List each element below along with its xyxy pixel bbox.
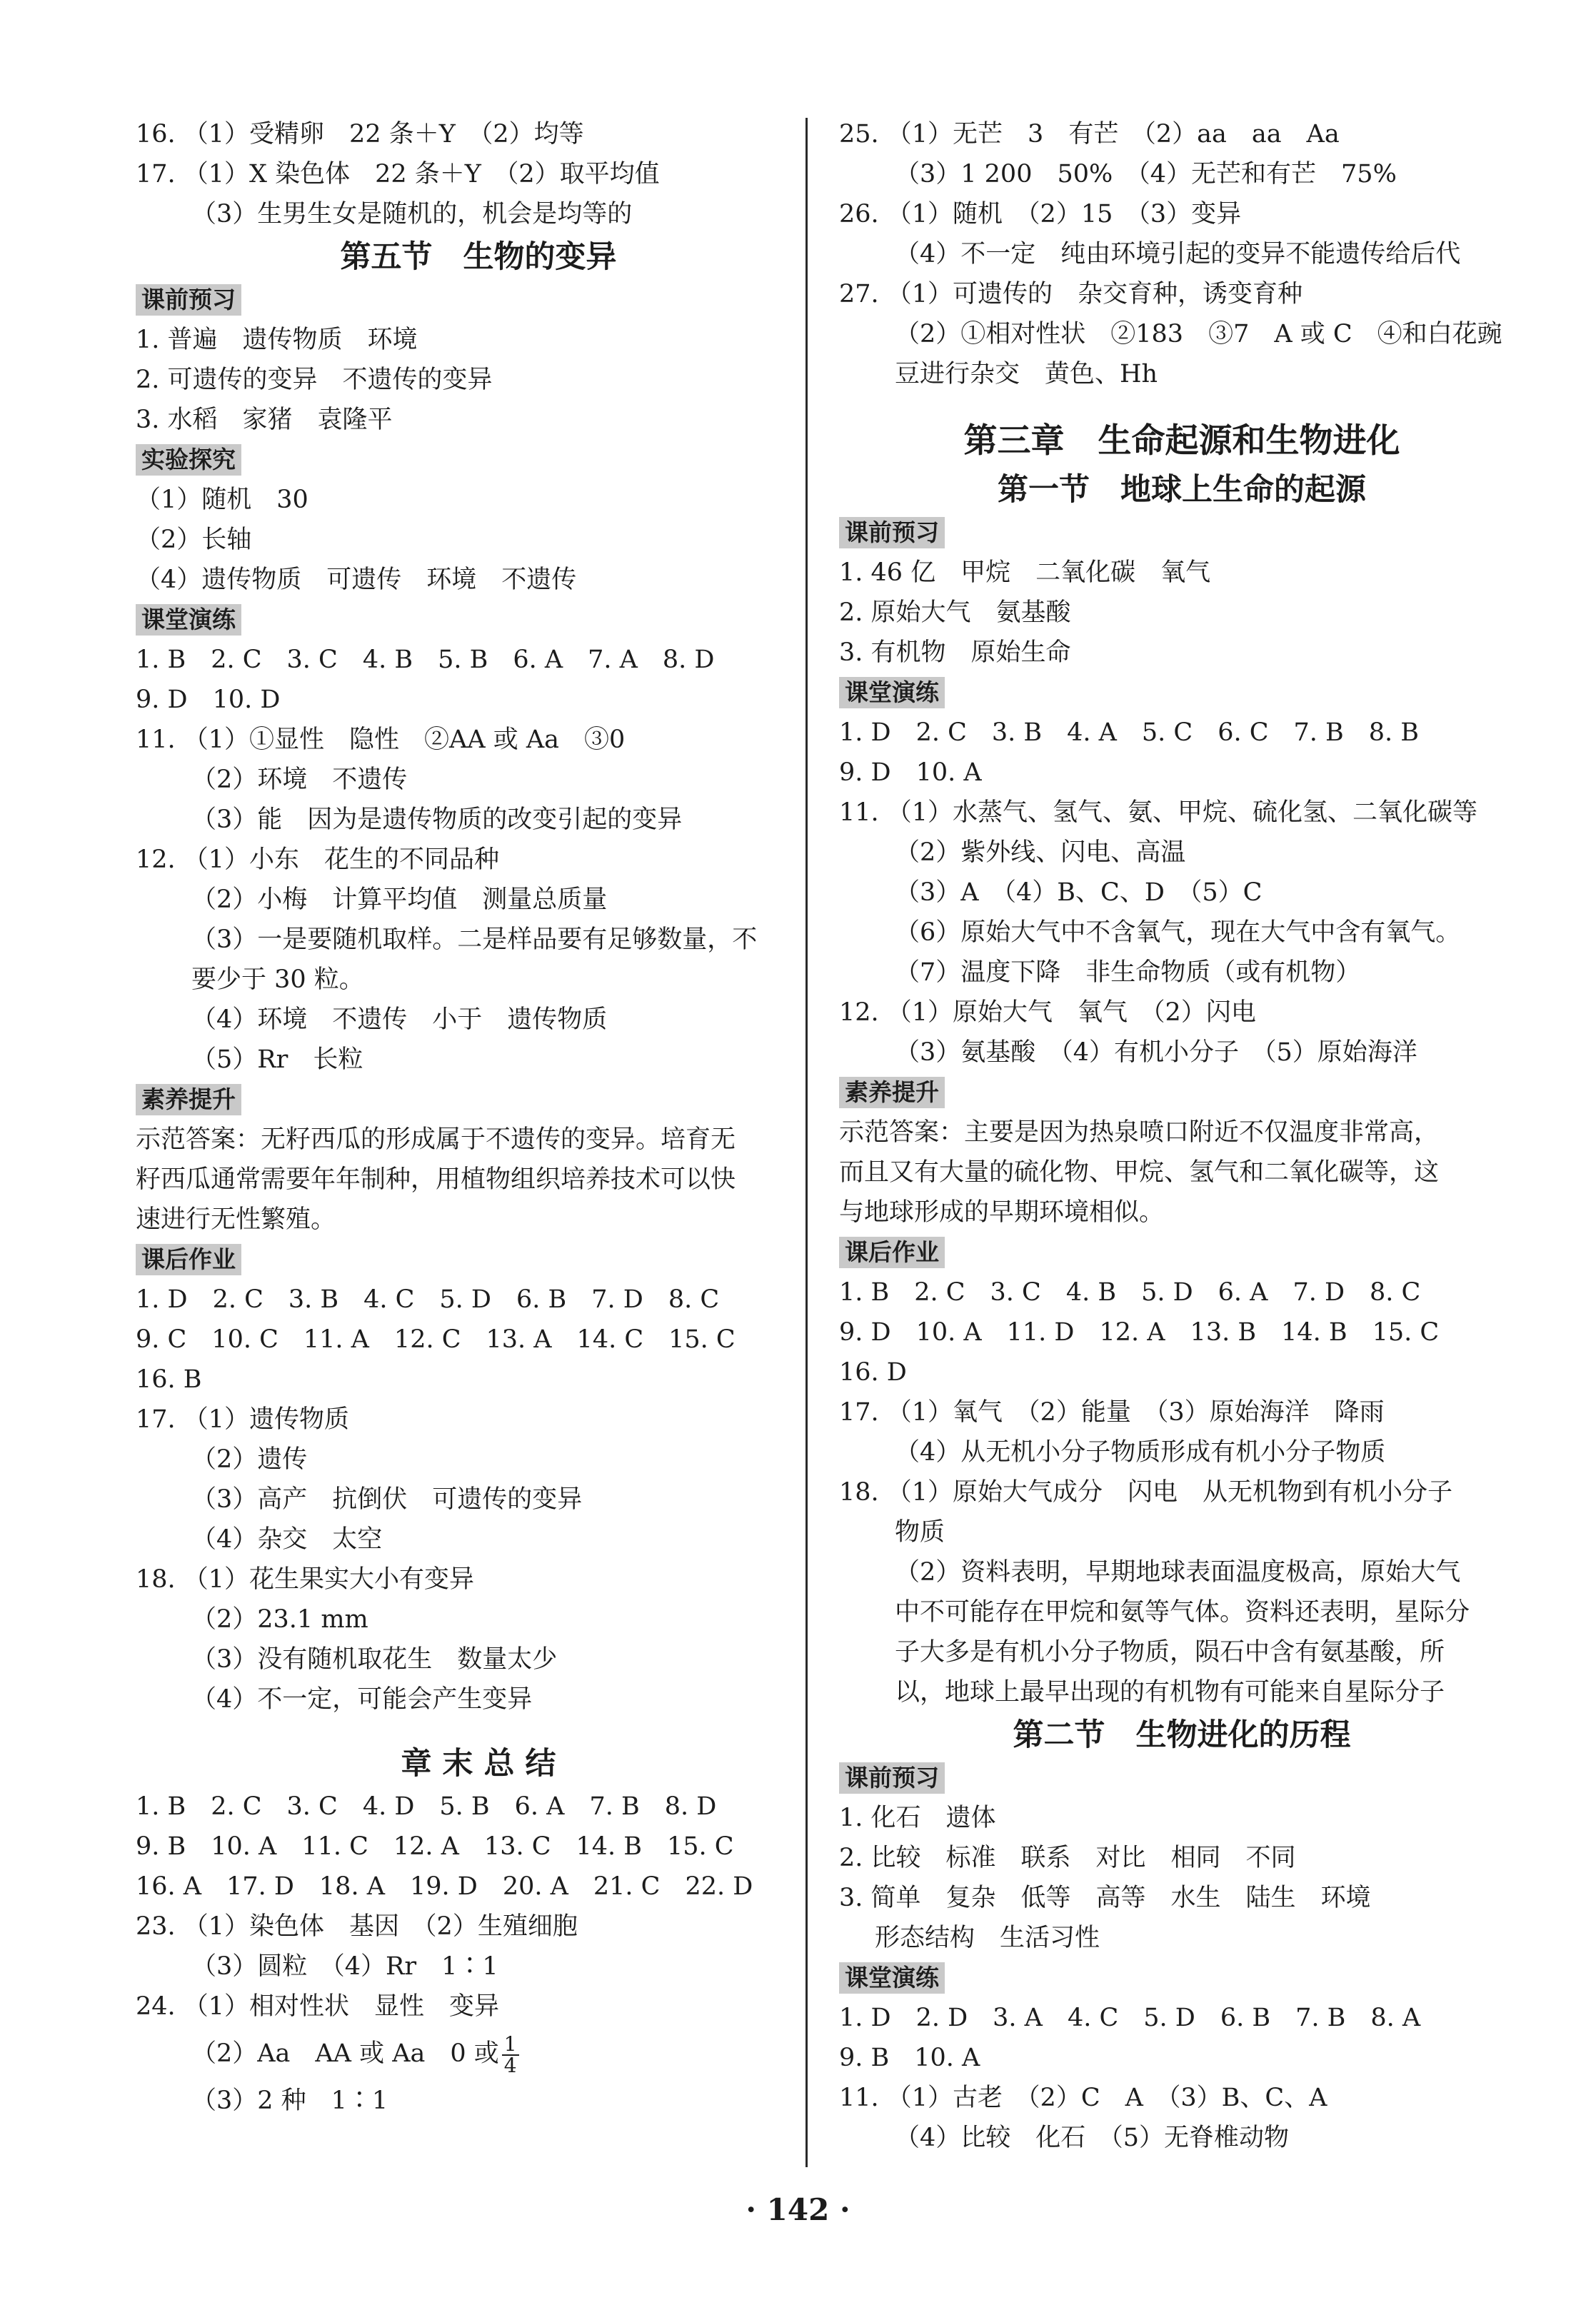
answer-line: （4）环境 不遗传 小于 遗传物质 bbox=[191, 1005, 608, 1034]
right-column bbox=[839, 114, 1525, 2158]
answer-line: 9. C 10. C 11. A 12. C 13. A 14. C 15. C bbox=[136, 1325, 736, 1354]
chapter-summary-title: 章 末 总 结 bbox=[401, 1746, 556, 1782]
tag-classwork: 课堂演练 bbox=[839, 677, 945, 708]
answer-line: 2. 可遗传的变异 不遗传的变异 bbox=[136, 366, 493, 394]
answer-line: （3）没有随机取花生 数量太少 bbox=[191, 1645, 558, 1674]
answer-line: （2）环境 不遗传 bbox=[191, 765, 408, 794]
answer-line: 9. D 10. D bbox=[136, 686, 281, 714]
tag-preview: 课前预习 bbox=[839, 1762, 945, 1794]
answer-line: 17. （1）遗传物质 bbox=[136, 1405, 350, 1434]
answer-line: 23. （1）染色体 基因 （2）生殖细胞 bbox=[136, 1912, 578, 1941]
answer-line: 16. A 17. D 18. A 19. D 20. A 21. C 22. D bbox=[136, 1872, 753, 1901]
tag-preview: 课前预习 bbox=[839, 517, 945, 548]
tag-literacy: 素养提升 bbox=[136, 1084, 241, 1115]
section-title-1: 第一节 地球上生命的起源 bbox=[998, 472, 1366, 508]
answer-line: 9. B 10. A 11. C 12. A 13. C 14. B 15. C bbox=[136, 1832, 734, 1861]
answer-line: （3）生男生女是随机的，机会是均等的 bbox=[191, 200, 633, 229]
answer-line: （4）不一定 纯由环境引起的变异不能遗传给后代 bbox=[895, 240, 1461, 268]
answer-line: 16. D bbox=[839, 1358, 907, 1387]
answer-line: 中不可能存在甲烷和氨等气体。资料还表明，星际分 bbox=[895, 1598, 1470, 1627]
answer-line: （2）长轴 bbox=[136, 526, 252, 554]
answer-line: 17. （1）氧气 （2）能量 （3）原始海洋 降雨 bbox=[839, 1398, 1385, 1427]
answer-line: （7）温度下降 非生命物质（或有机物） bbox=[895, 958, 1361, 987]
answer-line: 11. （1）①显性 隐性 ②AA 或 Aa ③0 bbox=[136, 725, 626, 754]
fraction-denominator: 4 bbox=[503, 2053, 517, 2077]
answer-line: 25. （1）无芒 3 有芒 （2）aa aa Aa bbox=[839, 120, 1340, 149]
answer-line: 1. 普遍 遗传物质 环境 bbox=[136, 326, 418, 354]
answer-line: 3. 简单 复杂 低等 高等 水生 陆生 环境 bbox=[839, 1884, 1371, 1912]
left-column bbox=[136, 114, 821, 2121]
section-title-5: 第五节 生物的变异 bbox=[340, 239, 617, 275]
answer-line: 1. D 2. C 3. B 4. A 5. C 6. C 7. B 8. B bbox=[839, 718, 1419, 747]
answer-line: （4）不一定，可能会产生变异 bbox=[191, 1685, 533, 1714]
answer-line: 9. D 10. A 11. D 12. A 13. B 14. B 15. C bbox=[839, 1318, 1440, 1347]
answer-line: 示范答案：无籽西瓜的形成属于不遗传的变异。培育无 bbox=[136, 1125, 736, 1154]
tag-literacy: 素养提升 bbox=[839, 1077, 945, 1108]
answer-line: （1）随机 30 bbox=[136, 486, 308, 514]
answer-line: 而且又有大量的硫化物、甲烷、氢气和二氧化碳等，这 bbox=[839, 1158, 1440, 1187]
tag-classwork: 课堂演练 bbox=[136, 604, 241, 636]
answer-line: 物质 bbox=[895, 1518, 945, 1547]
answer-line: 12. （1）小东 花生的不同品种 bbox=[136, 845, 500, 874]
answer-line: （2）资料表明，早期地球表面温度极高，原始大气 bbox=[895, 1558, 1461, 1587]
answer-line: （3）A （4）B、C、D （5）C bbox=[895, 878, 1263, 907]
answer-line: 1. B 2. C 3. C 4. B 5. B 6. A 7. A 8. D bbox=[136, 646, 715, 674]
answer-line: （6）原始大气中不含氧气，现在大气中含有氧气。 bbox=[895, 918, 1461, 947]
answer-line: （4）遗传物质 可遗传 环境 不遗传 bbox=[136, 566, 577, 594]
answer-line: 12. （1）原始大气 氧气 （2）闪电 bbox=[839, 998, 1256, 1027]
answer-line: （3）能 因为是遗传物质的改变引起的变异 bbox=[191, 805, 683, 834]
answer-line: （3）一是要随机取样。二是样品要有足够数量，不 bbox=[191, 925, 758, 954]
answer-line: 3. 水稻 家猪 袁隆平 bbox=[136, 406, 393, 434]
answer-line: 2. 比较 标准 联系 对比 相同 不同 bbox=[839, 1844, 1296, 1872]
answer-line: 子大多是有机小分子物质，陨石中含有氨基酸，所 bbox=[895, 1638, 1445, 1667]
answer-line: （4）比较 化石 （5）无脊椎动物 bbox=[895, 2124, 1290, 2152]
answer-line: 1. B 2. C 3. C 4. B 5. D 6. A 7. D 8. C bbox=[839, 1278, 1421, 1307]
answer-line: 24. （1）相对性状 显性 变异 bbox=[136, 1992, 500, 2021]
tag-experiment: 实验探究 bbox=[136, 444, 241, 476]
tag-homework: 课后作业 bbox=[839, 1237, 945, 1268]
answer-line: （2）①相对性状 ②183 ③7 A 或 C ④和白花豌 bbox=[895, 320, 1502, 348]
answer-line: 1. D 2. C 3. B 4. C 5. D 6. B 7. D 8. C bbox=[136, 1285, 720, 1314]
answer-line: 1. 化石 遗体 bbox=[839, 1804, 996, 1832]
answer-line: 1. 46 亿 甲烷 二氧化碳 氧气 bbox=[839, 558, 1211, 587]
answer-line: 籽西瓜通常需要年年制种，用植物组织培养技术可以快 bbox=[136, 1165, 736, 1194]
chapter-title-3: 第三章 生命起源和生物进化 bbox=[963, 421, 1400, 461]
answer-line: 与地球形成的早期环境相似。 bbox=[839, 1198, 1165, 1227]
answer-line: （2）遗传 bbox=[191, 1445, 308, 1474]
fraction bbox=[502, 2034, 519, 2076]
answer-line: （4）从无机小分子物质形成有机小分子物质 bbox=[895, 1438, 1386, 1467]
answer-line-fraction bbox=[136, 2027, 821, 2081]
answer-line: （3）圆粒 （4）Rr 1∶1 bbox=[191, 1952, 498, 1981]
answer-line: 1. D 2. D 3. A 4. C 5. D 6. B 7. B 8. A bbox=[839, 2004, 1421, 2032]
answer-line: （2）小梅 计算平均值 测量总质量 bbox=[191, 885, 608, 914]
answer-line: 豆进行杂交 黄色、Hh bbox=[895, 360, 1158, 388]
answer-line: 16. B bbox=[136, 1365, 202, 1394]
answer-line: 1. B 2. C 3. C 4. D 5. B 6. A 7. B 8. D bbox=[136, 1792, 717, 1821]
fraction-numerator: 1 bbox=[502, 2034, 519, 2056]
tag-preview: 课前预习 bbox=[136, 284, 241, 316]
answer-line: 26. （1）随机 （2）15 （3）变异 bbox=[839, 200, 1242, 229]
page-number: · 142 · bbox=[746, 2192, 850, 2227]
answer-line: 9. B 10. A bbox=[839, 2044, 980, 2072]
answer-line: （3）2 种 1∶1 bbox=[191, 2086, 388, 2115]
answer-line: 17. （1）X 染色体 22 条＋Y （2）取平均值 bbox=[136, 160, 660, 189]
answer-line: 以，地球上最早出现的有机物有可能来自星际分子 bbox=[895, 1678, 1445, 1707]
answer-line: 11. （1）古老 （2）C A （3）B、C、A bbox=[839, 2084, 1328, 2112]
answer-line: 形态结构 生活习性 bbox=[875, 1924, 1100, 1952]
answer-line: 要少于 30 粒。 bbox=[191, 965, 364, 994]
answer-line: 27. （1）可遗传的 杂交育种，诱变育种 bbox=[839, 280, 1303, 308]
answer-line: 2. 原始大气 氨基酸 bbox=[839, 598, 1071, 627]
answer-line: （3）氨基酸 （4）有机小分子 （5）原始海洋 bbox=[895, 1038, 1417, 1067]
answer-line: 示范答案：主要是因为热泉喷口附近不仅温度非常高， bbox=[839, 1118, 1440, 1147]
answer-line: （2）23.1 mm bbox=[191, 1605, 368, 1634]
answer-line: （2）紫外线、闪电、高温 bbox=[895, 838, 1186, 867]
answer-text: （2）Aa AA 或 Aa 0 或 bbox=[191, 2039, 499, 2068]
answer-line: 16. （1）受精卵 22 条＋Y （2）均等 bbox=[136, 120, 584, 149]
answer-line: 9. D 10. A bbox=[839, 758, 982, 787]
answer-line: （4）杂交 太空 bbox=[191, 1525, 383, 1554]
answer-line: （3）1 200 50% （4）无芒和有芒 75% bbox=[895, 160, 1397, 189]
answer-line: 18. （1）花生果实大小有变异 bbox=[136, 1565, 475, 1594]
answer-line: 3. 有机物 原始生命 bbox=[839, 638, 1071, 667]
answer-line: （5）Rr 长粒 bbox=[191, 1045, 363, 1074]
answer-line: 速进行无性繁殖。 bbox=[136, 1205, 336, 1234]
tag-classwork: 课堂演练 bbox=[839, 1962, 945, 1994]
tag-homework: 课后作业 bbox=[136, 1244, 241, 1275]
section-title-2: 第二节 生物进化的历程 bbox=[1013, 1717, 1351, 1753]
answer-line: （3）高产 抗倒伏 可遗传的变异 bbox=[191, 1485, 583, 1514]
answer-line: 11. （1）水蒸气、氢气、氨、甲烷、硫化氢、二氧化碳等 bbox=[839, 798, 1478, 827]
answer-line: 18. （1）原始大气成分 闪电 从无机物到有机小分子 bbox=[839, 1478, 1453, 1507]
